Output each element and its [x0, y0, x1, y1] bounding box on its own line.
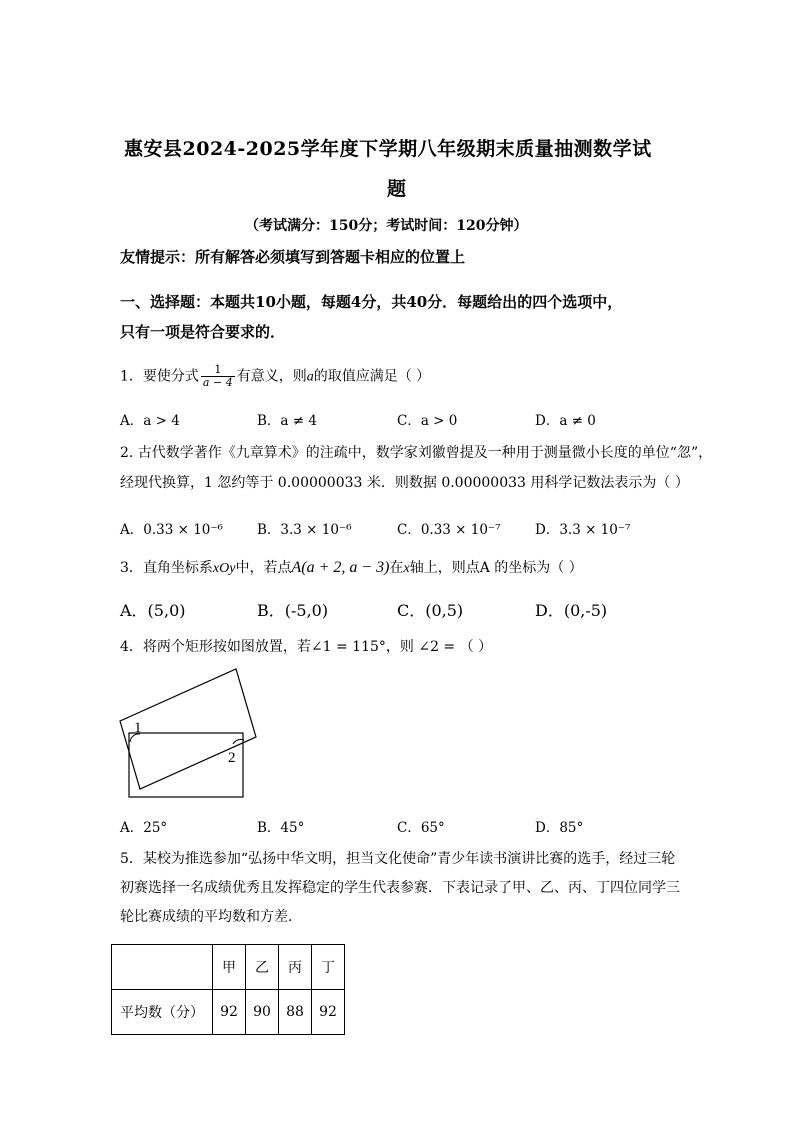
q1-frac-num: 1: [201, 364, 235, 377]
q3-text-d: 在: [389, 560, 404, 576]
question-4: 4．将两个矩形按如图放置，若∠1 = 115°，则 ∠2 = （ ）: [120, 639, 493, 655]
q3-axis: x: [403, 561, 410, 576]
q3-option-c: C．(0,5): [397, 601, 464, 620]
q4-rectangles-figure: [110, 664, 270, 804]
q1-suffix: 有意义，则: [236, 368, 307, 385]
table-header-cell: 丙: [279, 945, 312, 990]
angle2-label: 2: [228, 750, 236, 766]
section-heading: 一、选择题：本题共10小题，每题4分，共40分．每题给出的四个选项中，: [120, 293, 623, 311]
q1-option-d: D．a ≠ 0: [535, 413, 596, 429]
table-header-cell: 乙: [246, 945, 279, 990]
q3-text-f: 轴上，则点A 的坐标为（ ）: [409, 560, 583, 576]
table-header-cell: [112, 945, 213, 990]
q3-coord-system: xOy: [212, 561, 236, 576]
question-5-cont1: 初赛选择一名成绩优秀且发挥稳定的学生代表参赛．下表记录了甲、乙、丙、丁四位同学三: [120, 880, 680, 896]
tip-text: 友情提示：所有解答必须填写到答题卡相应的位置上: [120, 248, 466, 266]
table-row: [112, 990, 345, 1035]
page-title: 惠安县2024-2025学年度下学期八年级期末质量抽测数学试: [124, 138, 652, 160]
q1-fraction: [201, 364, 235, 389]
q3-option-d: D．(0,-5): [535, 601, 608, 620]
angle1-label: 1: [134, 720, 142, 736]
table-cell: 平均数（分）: [112, 990, 213, 1035]
q4-option-c: C．65°: [397, 820, 445, 836]
q3-text-c: 中，若点: [235, 560, 292, 576]
question-2: 2. 古代数学著作《九章算术》的注疏中，数学家刘徽曾提及一种用于测量微小长度的单位“忽”，: [120, 445, 713, 461]
q1-frac-den: a − 4: [202, 376, 233, 389]
table-cell: 92: [312, 990, 345, 1035]
table-header-cell: 甲: [213, 945, 246, 990]
q2-option-a: A．0.33 × 10⁻⁶: [120, 522, 223, 538]
question-3: [120, 557, 583, 577]
q1-var: a: [306, 369, 314, 385]
q4-option-b: B．45°: [257, 820, 305, 836]
question-5: 5．某校为推选参加“弘扬中华文明，担当文化使命”青少年读书演讲比赛的选手，经过三轮: [120, 851, 676, 867]
table-cell: 88: [279, 990, 312, 1035]
q2-option-c: C．0.33 × 10⁻⁷: [397, 522, 501, 538]
scores-table: [111, 944, 345, 1035]
section-heading-cont: 只有一项是符合要求的．: [120, 323, 286, 341]
q1-prefix: 1．要使分式: [120, 368, 199, 385]
q1-option-b: B．a ≠ 4: [257, 413, 317, 429]
q2-option-d: D．3.3 × 10⁻⁷: [535, 522, 631, 538]
q3-text-a: 3．直角坐标系: [120, 560, 213, 576]
q1-option-c: C．a > 0: [397, 413, 458, 429]
q3-option-b: B．(-5,0): [257, 601, 329, 620]
table-header-cell: 丁: [312, 945, 345, 990]
q1-option-a: A．a > 4: [120, 413, 180, 429]
bottom-rectangle: [129, 733, 243, 797]
exam-info: （考试满分：150分；考试时间：120分钟）: [245, 218, 528, 234]
q4-option-d: D．85°: [535, 820, 584, 836]
table-cell: 92: [213, 990, 246, 1035]
page-title-cont: 题: [387, 178, 407, 200]
q3-point: A(a + 2, a − 3): [291, 559, 390, 576]
question-2-cont: 经现代换算，1 忽约等于 0.00000033 米．则数据 0.00000033 用科学记数法表示为（ ）: [120, 475, 689, 491]
q1-tail: 的取值应满足（ ）: [313, 368, 431, 385]
question-1: [120, 364, 430, 389]
table-header-row: [112, 945, 345, 990]
q3-option-a: A．(5,0): [120, 601, 186, 620]
question-5-cont2: 轮比赛成绩的平均数和方差．: [120, 909, 302, 925]
q2-option-b: B．3.3 × 10⁻⁶: [257, 522, 352, 538]
table-cell: 90: [246, 990, 279, 1035]
q4-option-a: A．25°: [120, 820, 168, 836]
